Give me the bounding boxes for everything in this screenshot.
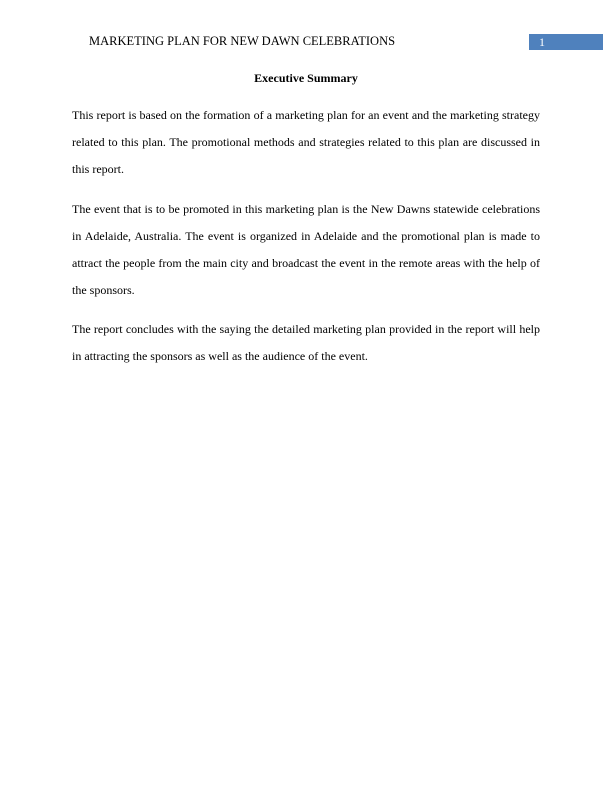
section-heading: Executive Summary: [254, 71, 358, 85]
paragraph-2: The event that is to be promoted in this marketing plan is the New Dawns statewide celebrations in Adelaide, Australia. The event is organized in Adelaide and the promotional plan is made to attract the people from the main city and broadcast the event in the remote areas with the help of the sponsors.: [72, 202, 540, 297]
page-number-badge: 1: [529, 34, 603, 50]
header-title: MARKETING PLAN FOR NEW DAWN CELEBRATIONS: [89, 34, 396, 48]
paragraph-1: This report is based on the formation of a marketing plan for an event and the marketing strategy related to this plan. The promotional methods and strategies related to this plan are discussed in this report.: [72, 108, 540, 176]
page-header: [0, 32, 612, 52]
paragraph-3: The report concludes with the saying the detailed marketing plan provided in the report will help in attracting the sponsors as well as the audience of the event.: [72, 322, 540, 363]
